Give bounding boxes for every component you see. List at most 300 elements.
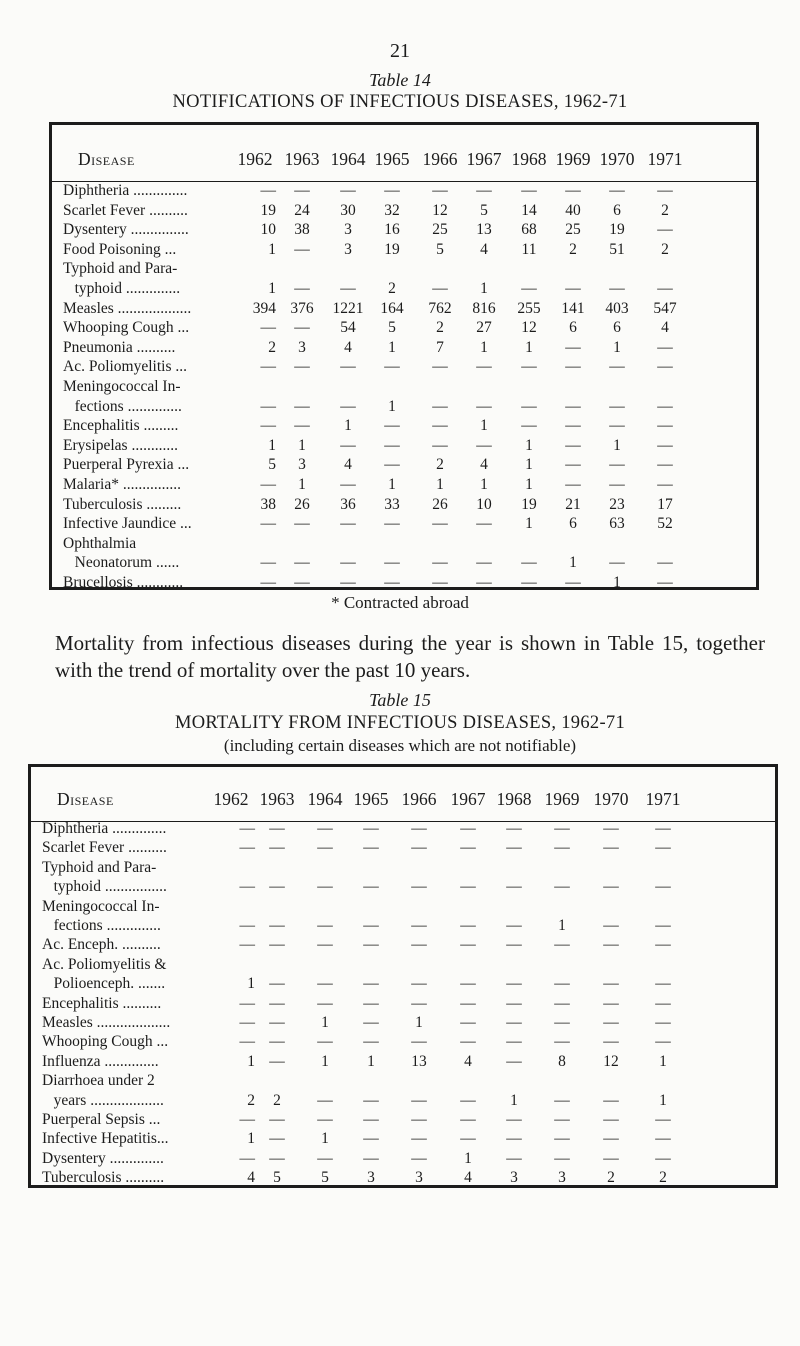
table-cell: 1	[464, 1149, 472, 1167]
table-cell: —	[411, 1149, 427, 1167]
row-label: Typhoid and Para-	[63, 260, 178, 278]
header-year-1970: 1970	[593, 789, 629, 809]
table-cell: —	[609, 417, 625, 435]
row-label: Meningococcal In-	[42, 897, 160, 915]
table-cell: 1	[480, 338, 488, 356]
row-label: Polioenceph. .......	[42, 975, 166, 993]
table15	[28, 764, 778, 1188]
table14-header	[52, 125, 756, 182]
table-cell: —	[521, 280, 537, 297]
table-cell: —	[317, 975, 333, 993]
table-cell: 1	[321, 1052, 329, 1070]
table-cell: —	[411, 975, 427, 993]
table-cell: 5	[273, 1169, 281, 1187]
table-cell: —	[657, 436, 673, 454]
table14-footnote: * Contracted abroad	[331, 593, 469, 612]
table-cell: —	[609, 358, 625, 376]
table-cell: 1	[268, 436, 276, 454]
table-cell: —	[340, 554, 356, 572]
table-cell: —	[460, 994, 476, 1012]
header-year-1964: 1964	[307, 789, 343, 809]
row-label: Scarlet Fever ..........	[63, 201, 188, 219]
table-cell: 30	[340, 201, 356, 219]
table14-caption: Table 14	[369, 70, 431, 90]
table-cell: —	[603, 1091, 619, 1109]
table-cell: —	[269, 820, 285, 837]
table-cell: —	[260, 574, 276, 591]
table-cell: —	[269, 936, 285, 954]
table-cell: —	[363, 994, 379, 1012]
row-label: Tuberculosis .........	[63, 495, 182, 513]
header-year-1965: 1965	[353, 789, 389, 809]
table-cell: 38	[260, 495, 276, 513]
table-cell: —	[294, 417, 310, 435]
header-year-1965: 1965	[374, 149, 410, 169]
table-cell: 36	[340, 495, 356, 513]
table-cell: —	[432, 574, 448, 591]
table-cell: 54	[340, 319, 356, 337]
table-cell: —	[603, 936, 619, 954]
table-cell: 2	[661, 201, 669, 219]
table-cell: 6	[569, 319, 577, 337]
table-cell: —	[411, 839, 427, 857]
table-cell: —	[554, 1149, 570, 1167]
table-cell: —	[506, 1014, 522, 1031]
table-cell: —	[294, 280, 310, 297]
table-cell: —	[239, 820, 255, 837]
table-cell: —	[269, 878, 285, 896]
table-cell: 8	[558, 1052, 566, 1070]
table-cell: 1	[525, 476, 533, 493]
row-label: Encephalitis ..........	[42, 994, 162, 1012]
table-cell: —	[460, 820, 476, 837]
header-year-1969: 1969	[544, 789, 580, 809]
table-cell: —	[565, 397, 581, 415]
table-cell: —	[554, 936, 570, 954]
table-cell: —	[609, 456, 625, 474]
table-cell: —	[239, 878, 255, 896]
table-cell: 394	[252, 299, 276, 317]
table-cell: —	[554, 1033, 570, 1051]
table-cell: —	[655, 1014, 671, 1031]
table-cell: 32	[384, 201, 400, 219]
table-cell: —	[521, 417, 537, 435]
table-cell: —	[655, 839, 671, 857]
table-cell: 40	[565, 201, 581, 219]
table-cell: —	[317, 839, 333, 857]
header-year-1964: 1964	[330, 149, 366, 169]
table-cell: —	[506, 975, 522, 993]
table-cell: —	[363, 839, 379, 857]
table-cell: 2	[273, 1091, 281, 1109]
table-cell: —	[506, 1052, 522, 1070]
table-cell: —	[294, 319, 310, 337]
header-year-1967: 1967	[450, 789, 486, 809]
table-cell: —	[460, 878, 476, 896]
table-cell: —	[239, 1111, 255, 1128]
row-label: Erysipelas ............	[63, 436, 178, 454]
table-cell: —	[384, 182, 400, 199]
table-cell: 1	[510, 1091, 518, 1109]
table15-caption: Table 15	[369, 690, 431, 710]
table-cell: —	[460, 917, 476, 934]
table-cell: 141	[561, 299, 585, 317]
table-cell: 1	[613, 436, 621, 454]
table-cell: 21	[565, 495, 581, 513]
table-cell: 23	[609, 495, 625, 513]
row-label: Food Poisoning ...	[63, 240, 177, 258]
table-cell: —	[655, 1130, 671, 1148]
row-label: Dysentery ..............	[42, 1149, 164, 1167]
table-cell: 1	[247, 975, 255, 993]
row-label: Diarrhoea under 2	[42, 1072, 155, 1090]
table-cell: —	[476, 358, 492, 376]
table-cell: —	[603, 820, 619, 837]
table-cell: —	[476, 515, 492, 533]
table-cell: 6	[613, 201, 621, 219]
table-cell: —	[384, 417, 400, 435]
table-cell: 1	[558, 917, 566, 934]
table-cell: 1	[613, 338, 621, 356]
table-cell: —	[269, 1033, 285, 1051]
table-cell: —	[506, 1111, 522, 1128]
table-cell: —	[260, 397, 276, 415]
table-cell: 16	[384, 221, 400, 239]
table-cell: 2	[388, 280, 396, 297]
table-cell: —	[317, 1111, 333, 1128]
table-cell: 6	[613, 319, 621, 337]
table-cell: —	[363, 1149, 379, 1167]
table-cell: —	[476, 554, 492, 572]
table-cell: 1	[388, 476, 396, 493]
table-cell: —	[565, 358, 581, 376]
table-cell: —	[294, 358, 310, 376]
table-cell: —	[239, 994, 255, 1012]
table-cell: —	[460, 1091, 476, 1109]
table-cell: —	[565, 280, 581, 297]
table-cell: —	[655, 994, 671, 1012]
row-label: Meningococcal In-	[63, 378, 181, 395]
row-label: Whooping Cough ...	[63, 319, 190, 337]
header-year-1970: 1970	[599, 149, 635, 169]
table-cell: 816	[472, 299, 496, 317]
row-label: Neonatorum ......	[63, 554, 180, 572]
header-disease: Disease	[78, 149, 135, 169]
table-cell: 3	[344, 221, 352, 239]
table-cell: —	[432, 280, 448, 297]
table-cell: —	[294, 515, 310, 533]
table-cell: —	[476, 436, 492, 454]
header-year-1968: 1968	[496, 789, 532, 809]
table-cell: —	[239, 1149, 255, 1167]
table-cell: 19	[384, 240, 400, 258]
table-cell: 1	[480, 417, 488, 435]
table-cell: —	[269, 917, 285, 934]
table-cell: —	[506, 1149, 522, 1167]
table-cell: —	[506, 1130, 522, 1148]
table-cell: 4	[661, 319, 669, 337]
header-year-1962: 1962	[213, 789, 249, 809]
table-cell: —	[340, 476, 356, 493]
table-cell: —	[363, 1033, 379, 1051]
table-cell: —	[655, 917, 671, 934]
row-label: Malaria* ...............	[63, 476, 181, 493]
table-cell: —	[554, 1091, 570, 1109]
header-year-1971: 1971	[647, 149, 683, 169]
table-cell: —	[411, 936, 427, 954]
table-cell: 19	[260, 201, 276, 219]
row-label: Brucellosis ............	[63, 574, 184, 591]
table-cell: 3	[344, 240, 352, 258]
row-label: Encephalitis .........	[63, 417, 179, 435]
table-cell: —	[317, 1149, 333, 1167]
table-cell: —	[269, 994, 285, 1012]
table-cell: 4	[344, 338, 352, 356]
table-cell: —	[460, 1111, 476, 1128]
table-cell: —	[603, 1130, 619, 1148]
table-cell: —	[565, 456, 581, 474]
table-cell: 19	[609, 221, 625, 239]
table-cell: —	[506, 878, 522, 896]
table-cell: 7	[436, 338, 444, 356]
table15-header	[31, 767, 775, 822]
row-label: Puerperal Pyrexia ...	[63, 456, 190, 474]
table-cell: 26	[294, 495, 310, 513]
table-cell: 4	[247, 1169, 255, 1187]
table-cell: —	[363, 1014, 379, 1031]
table-cell: 255	[517, 299, 541, 317]
table-cell: —	[432, 182, 448, 199]
table-cell: —	[565, 476, 581, 493]
header-year-1963: 1963	[259, 789, 295, 809]
table-cell: —	[269, 1111, 285, 1128]
page-number: 21	[390, 40, 410, 62]
table-cell: 14	[521, 201, 537, 219]
table-cell: —	[521, 397, 537, 415]
table-cell: 1221	[332, 299, 364, 317]
row-label: Tuberculosis ..........	[42, 1169, 165, 1187]
table-cell: —	[269, 1014, 285, 1031]
table-cell: —	[317, 917, 333, 934]
table-cell: 1	[480, 476, 488, 493]
row-label: Typhoid and Para-	[42, 858, 157, 876]
table-cell: 1	[613, 574, 621, 591]
table-cell: —	[657, 397, 673, 415]
table-cell: 13	[476, 221, 492, 239]
table-cell: 38	[294, 221, 310, 239]
table-cell: 1	[268, 280, 276, 297]
row-label: Ophthalmia	[63, 534, 137, 552]
table-cell: —	[565, 417, 581, 435]
table-cell: 10	[260, 221, 276, 239]
table-cell: 26	[432, 495, 448, 513]
table-cell: 547	[653, 299, 677, 317]
table-cell: —	[476, 574, 492, 591]
table-cell: —	[384, 574, 400, 591]
table-cell: —	[340, 574, 356, 591]
table-cell: —	[554, 1111, 570, 1128]
table-cell: —	[340, 280, 356, 297]
table-cell: 3	[367, 1169, 375, 1187]
row-label: Dysentery ...............	[63, 221, 189, 239]
row-label: Diphtheria ..............	[42, 820, 167, 837]
table-cell: 5	[388, 319, 396, 337]
table-cell: 1	[659, 1052, 667, 1070]
table-cell: —	[294, 397, 310, 415]
table-cell: 27	[476, 319, 492, 337]
table-cell: —	[363, 975, 379, 993]
table-cell: —	[239, 917, 255, 934]
table-cell: —	[603, 1033, 619, 1051]
table-cell: 2	[268, 338, 276, 356]
table-cell: —	[603, 839, 619, 857]
table-cell: —	[655, 975, 671, 993]
table-cell: —	[269, 839, 285, 857]
table-cell: 1	[525, 456, 533, 474]
table-cell: 4	[464, 1052, 472, 1070]
table-cell: 2	[436, 456, 444, 474]
table-cell: 12	[521, 319, 537, 337]
table-cell: 17	[657, 495, 673, 513]
header-disease: Disease	[57, 789, 114, 809]
table15-subtitle: (including certain diseases which are not notifiable)	[223, 736, 577, 755]
row-label: Pneumonia ..........	[63, 338, 176, 356]
table-cell: —	[657, 280, 673, 297]
table-cell: —	[411, 1033, 427, 1051]
table-cell: —	[554, 839, 570, 857]
table-cell: 4	[344, 456, 352, 474]
table-cell: —	[269, 1149, 285, 1167]
header-year-1966: 1966	[401, 789, 437, 809]
table-cell: —	[657, 338, 673, 356]
table-cell: 10	[476, 495, 492, 513]
table-cell: —	[460, 1130, 476, 1148]
table-cell: —	[363, 917, 379, 934]
table-cell: —	[363, 1091, 379, 1109]
table-cell: —	[565, 338, 581, 356]
table-cell: —	[317, 1091, 333, 1109]
table-cell: —	[317, 994, 333, 1012]
table-cell: —	[521, 182, 537, 199]
table-cell: 1	[415, 1014, 423, 1031]
table-cell: —	[554, 994, 570, 1012]
table-cell: 11	[521, 240, 537, 258]
table-cell: 68	[521, 221, 537, 239]
table-cell: 1	[525, 338, 533, 356]
table-cell: —	[460, 936, 476, 954]
table-cell: 403	[605, 299, 629, 317]
table-cell: —	[603, 878, 619, 896]
table-cell: —	[363, 1111, 379, 1128]
table-cell: —	[460, 1014, 476, 1031]
table-cell: —	[565, 574, 581, 591]
table-cell: —	[657, 417, 673, 435]
table-cell: —	[239, 839, 255, 857]
table-cell: —	[655, 1149, 671, 1167]
table-cell: —	[554, 820, 570, 837]
table-cell: 1	[247, 1130, 255, 1148]
table-cell: —	[506, 936, 522, 954]
table-cell: 5	[321, 1169, 329, 1187]
row-label: typhoid ..............	[63, 280, 181, 297]
table-cell: 25	[432, 221, 448, 239]
table-cell: 1	[298, 476, 306, 493]
header-year-1963: 1963	[284, 149, 320, 169]
header-year-1969: 1969	[555, 149, 591, 169]
table-cell: —	[657, 554, 673, 572]
table-cell: —	[460, 839, 476, 857]
table-cell: —	[432, 397, 448, 415]
table-cell: 1	[436, 476, 444, 493]
table-cell: —	[384, 515, 400, 533]
table-cell: 1	[321, 1130, 329, 1148]
row-label: years ...................	[42, 1091, 164, 1109]
table-cell: —	[260, 319, 276, 337]
table-cell: —	[554, 878, 570, 896]
table-cell: —	[432, 358, 448, 376]
table-cell: —	[239, 1033, 255, 1051]
table-cell: —	[317, 820, 333, 837]
table-cell: —	[506, 917, 522, 934]
table-cell: 1	[525, 515, 533, 533]
table-cell: 33	[384, 495, 400, 513]
table-cell: —	[363, 1130, 379, 1148]
table-cell: —	[603, 994, 619, 1012]
table-cell: 1	[367, 1052, 375, 1070]
table-cell: —	[411, 1130, 427, 1148]
table-cell: 24	[294, 201, 310, 219]
table-cell: —	[554, 975, 570, 993]
table-cell: —	[340, 515, 356, 533]
table-cell: —	[340, 182, 356, 199]
table-cell: —	[340, 397, 356, 415]
table-cell: —	[340, 358, 356, 376]
mortality-paragraph: Mortality from infectious diseases during the year is shown in Table 15, together with the trend of mortality over the past 10 years.	[55, 631, 765, 682]
table-cell: —	[432, 515, 448, 533]
table-cell: —	[603, 1014, 619, 1031]
table-cell: 1	[344, 417, 352, 435]
row-label: fections ..............	[42, 917, 161, 934]
table-cell: —	[657, 456, 673, 474]
table-cell: —	[384, 358, 400, 376]
table-cell: 1	[525, 436, 533, 454]
table-cell: 376	[290, 299, 314, 317]
table-cell: —	[384, 436, 400, 454]
table-cell: —	[506, 820, 522, 837]
table-cell: —	[603, 917, 619, 934]
table-cell: 13	[411, 1052, 427, 1070]
row-label: Infective Hepatitis...	[42, 1130, 169, 1148]
table-cell: —	[609, 182, 625, 199]
table-cell: —	[432, 436, 448, 454]
table-cell: 19	[521, 495, 537, 513]
table-cell: 2	[569, 240, 577, 258]
table-cell: 1	[388, 338, 396, 356]
table-cell: 1	[480, 280, 488, 297]
table-cell: —	[657, 574, 673, 591]
table-cell: 51	[609, 240, 625, 258]
table-cell: 1	[247, 1052, 255, 1070]
table-cell: 6	[569, 515, 577, 533]
row-label: Measles ...................	[42, 1014, 171, 1031]
table-cell: —	[239, 936, 255, 954]
table-cell: 2	[436, 319, 444, 337]
header-year-1966: 1966	[422, 149, 458, 169]
table-cell: —	[657, 476, 673, 493]
table-cell: —	[411, 994, 427, 1012]
table-cell: —	[476, 397, 492, 415]
table-cell: 2	[607, 1169, 615, 1187]
